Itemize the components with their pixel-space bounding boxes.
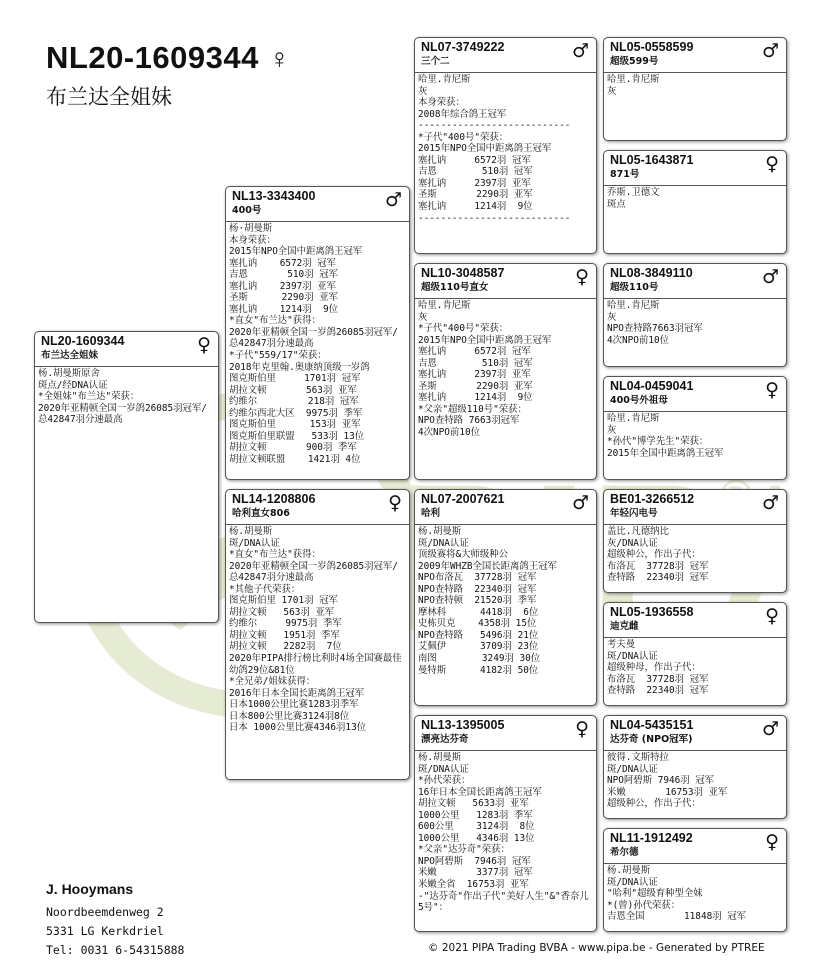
card-details: 杨.胡曼斯 斑/DNA认证 顶级赛将&大师级种公 2009年WHZB全国长距离鸽王冠军 NPO布洛瓦 37728羽 冠军 NPO查特路 22340羽 冠军 NPO查特顿 21520羽 季军 摩林科 4418羽 6位 史栋贝克 4358羽 15位 NPO查特路 5496羽 21位 艾佩伊 3709羽 23位 南图 3249羽 30位 曼特斯 4182羽 50位 [418,526,557,676]
card-dds[interactable] [603,715,787,819]
card-ddd[interactable] [603,828,787,932]
pigeon-name: 871号 [610,169,640,180]
ring-number: NL10-3048587 [421,266,505,280]
ring-number: NL07-2007621 [421,492,505,506]
ring-number: NL20-1609344 [41,334,125,348]
card-details: 彼得.文斯特拉 斑/DNA认证 NPO阿碧斯 7946羽 冠军 米嫩 16753羽 亚军 超级种公，作出子代： [607,752,728,810]
card-details: 哈里.肯尼斯 灰 *孙代"博学先生"荣获： 2015年全国中距离鸽王冠军 [607,413,724,459]
card-sdd[interactable] [603,376,787,480]
address-street: Noordbeemdenweg 2 [46,905,164,919]
male-icon: ♂ [761,266,779,288]
card-subject[interactable] [34,331,219,623]
pigeon-name: 漂亮达芬奇 [421,734,469,745]
female-icon: ♀ [268,43,291,74]
female-icon: ♀ [197,334,211,356]
pigeon-name: 年轻闪电号 [610,508,658,519]
ring-number: NL14-1208806 [232,492,316,506]
male-icon: ♂ [571,492,589,514]
card-details: 杨.胡曼斯原舍 斑点/经DNA认证 *全姐妹"布兰达"荣获： 2020年亚精顿全国一岁鸽26085羽冠军/总42847羽分速最高 [38,368,207,426]
card-sss[interactable] [603,37,787,141]
ring-number: NL11-1912492 [610,831,693,845]
pigeon-name: 布兰达全姐妹 [41,350,99,361]
footer-credit: © 2021 PIPA Trading BVBA - www.pipa.be - Generated by PTREE [428,942,765,954]
card-details: 乔斯.卫德文 斑点 [607,187,660,210]
ring-number: NL07-3749222 [421,40,505,54]
ring-number: NL08-3849110 [610,266,693,280]
pigeon-name: 超级599号 [610,56,659,67]
card-sds[interactable] [603,263,787,367]
card-details: 杨.胡曼斯 斑/DNA认证 *直女"布兰达"获得： 2020年亚精顿全国一岁鸽26085羽冠军/总42847羽分速最高 *其他子代荣获： 图克斯伯里 1701羽 冠军 胡拉文顿 563羽 亚军 约维尔 9975羽 季军 胡拉文顿 1951羽 季军 胡拉文顿 2282羽 7位 2020年PIPA排行榜比利时4场全国赛最佳幼鸽29位&81位 *全兄弟/姐妹获得： 2016年日本全国长距离鸽王冠军 日本1000公里比赛1283羽季军 日本800公里比赛3124羽8位 日本 1000公里比赛4346羽13位 [229,526,402,734]
female-icon: ♀ [765,379,779,401]
pigeon-name: 迪克雌 [610,621,639,632]
pigeon-name: 三个二 [421,56,450,67]
page-subtitle: 布兰达全姐妹 [46,85,172,109]
pigeon-name: 超级110号直女 [421,282,489,293]
card-details: 杨·胡曼斯 本身荣获： 2015年NPO全国中距离鸽王冠军 塞扎讷 6572羽 冠军 吉恩 510羽 冠军 塞扎讷 2397羽 亚军 圣斯 2290羽 亚军 塞扎讷 1214羽 9位 *直女"布兰达"获得： 2020年亚精顿全国一岁鸽26085羽冠军/总42847羽分速最高 *子代"559/17"荣获： 2018年克里翰.奥康纳顶级一岁鸽 图克斯伯里 1701羽 冠军 胡拉文顿 563羽 亚军 约维尔 218羽 冠军 约维尔西北大区 9975羽 季军 图克斯伯里 153羽 亚军 图克斯伯里联盟 533羽 13位 胡拉文顿 900羽 季军 胡拉文顿联盟 1421羽 4位 [229,223,398,465]
pigeon-name: 达芬奇 (NPO冠军) [610,734,693,745]
address-city: 5331 LG Kerkdriel [46,924,164,938]
card-details: 考夫曼 斑/DNA认证 超级种母，作出子代： 布洛瓦 37728羽 冠军 查特路 22340羽 冠军 [607,639,709,697]
pigeon-name: 400号 [232,205,262,216]
card-dam-dam[interactable] [414,715,597,932]
title-ring: NL20-1609344 [46,40,259,75]
breeder-address [46,903,184,960]
card-dam[interactable] [225,489,410,780]
male-icon: ♂ [384,189,402,211]
female-icon: ♀ [388,492,402,514]
female-icon: ♀ [765,831,779,853]
pigeon-name: 超级110号 [610,282,659,293]
female-icon: ♀ [765,153,779,175]
pigeon-name: 希尔德 [610,847,639,858]
card-sire-sire[interactable] [414,37,597,254]
ring-number: NL13-1395005 [421,718,505,732]
card-details: 哈里.肯尼斯 灰 [607,74,660,97]
page-title [46,40,290,76]
male-icon: ♂ [571,40,589,62]
card-details: 杨.胡曼斯 斑/DNA认证 "哈利"超级育种型全妹 *(曾)孙代荣获： 吉恩全国 11848羽 冠军 [607,865,747,923]
card-ssd[interactable] [603,150,787,254]
male-icon: ♂ [761,40,779,62]
pigeon-name: 哈利 [421,508,441,519]
ring-number: NL04-0459041 [610,379,694,393]
address-phone: Tel: 0031 6-54315888 [46,943,185,957]
female-icon: ♀ [575,266,589,288]
ring-number: NL04-5435151 [610,718,694,732]
male-icon: ♂ [761,718,779,740]
breeder-name: J. Hooymans [46,881,134,897]
card-dsd[interactable] [603,602,787,706]
ring-number: NL13-3343400 [232,189,316,203]
ring-number: NL05-0558599 [610,40,694,54]
ring-number: NL05-1643871 [610,153,694,167]
ring-number: BE01-3266512 [610,492,695,506]
card-details: 杨.胡曼斯 斑/DNA认证 *孙代荣获： 16年日本全国长距离鸽王冠军 胡拉文顿 5633羽 亚军 1000公里 1283羽 季军 600公里 3124羽 8位 1000公里 4346羽 13位 *父亲"达芬奇"荣获： NPO阿碧斯 7946羽 冠军 米嫩 3377羽 冠军 米嫩全省 16753羽 亚军 -"达芬奇"作出子代"美好人生"&"香奈儿5号"： [418,752,589,914]
card-sire[interactable] [225,186,410,480]
card-details: 哈里.肯尼斯 灰 NPO查特路7663羽冠军 4次NPO前10位 [607,300,703,346]
card-sire-dam[interactable] [414,263,597,480]
ring-number: NL05-1936558 [610,605,694,619]
male-icon: ♂ [761,492,779,514]
card-dam-sire[interactable] [414,489,597,706]
pigeon-name: 哈利直女806 [232,508,290,519]
female-icon: ♀ [575,718,589,740]
card-details: 盖比.凡德纳比 灰/DNA认证 超级种公，作出子代： 布洛瓦 37728羽 冠军 查特路 22340羽 冠军 [607,526,709,584]
card-details: 哈里.肯尼斯 灰 *子代"400号"荣获： 2015年NPO全国中距离鸽王冠军 塞扎讷 6572羽 冠军 吉恩 510羽 冠军 塞扎讷 2397羽 亚军 圣斯 2290羽 亚军 塞扎讷 1214羽 9位 *父亲"超级110号"荣获： NPO查特路 7663羽冠军 4次NPO前10位 [418,300,552,439]
pigeon-name: 400号外祖母 [610,395,668,406]
female-icon: ♀ [765,605,779,627]
card-dss[interactable] [603,489,787,593]
card-details: 哈里.肯尼斯 灰 本身荣获： 2008年综合鸽王冠军 --------------------------- *子代"400号"荣获： 2015年NPO全国中距离鸽王冠军 塞扎讷 6572羽 冠军 吉恩 510羽 冠军 塞扎讷 2397羽 亚军 圣斯 2290羽 亚军 塞扎讷 1214羽 9位 --------------------------- [418,74,571,224]
